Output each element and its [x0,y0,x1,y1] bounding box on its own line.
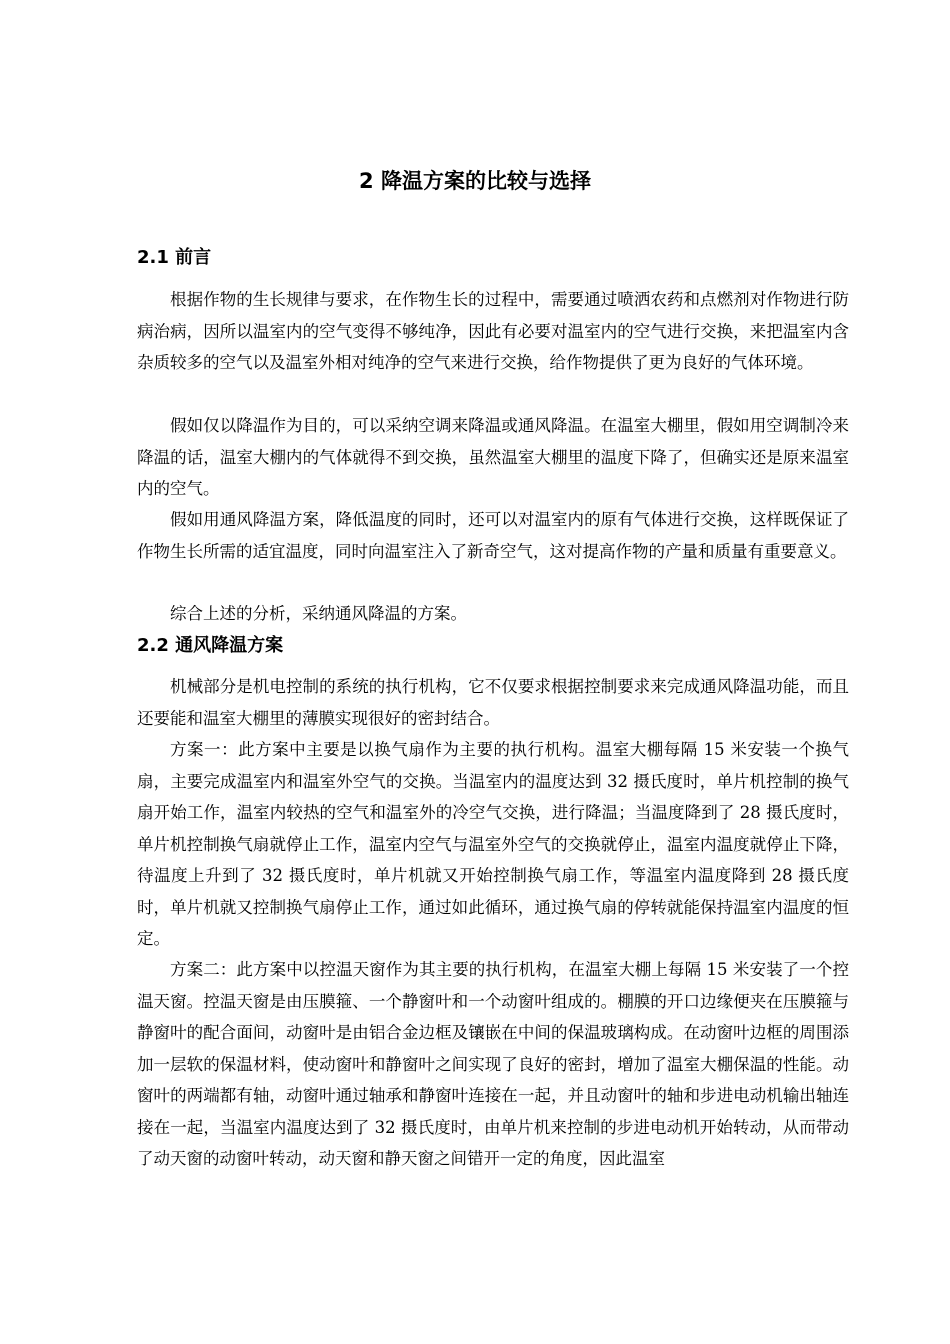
paragraph-intro-2: 假如仅以降温作为目的，可以采纳空调来降温或通风降温。在温室大棚里，假如用空调制冷来降温的话，温室大棚内的气体就得不到交换，虽然温室大棚里的温度下降了，但确实还是原来温室内的空气。 [137,416,849,498]
paragraph-scheme-two: 方案二：此方案中以控温天窗作为其主要的执行机构，在温室大棚上每隔 15 米安装了一个控温天窗。控温天窗是由压膜箍、一个静窗叶和一个动窗叶组成的。棚膜的开口边缘便夹在压膜箍与静窗叶的配合面间，动窗叶是由铝合金边框及镶嵌在中间的保温玻璃构成。在动窗叶边框的周围添加一层软的保温材料，使动窗叶和静窗叶之间实现了良好的密封，增加了温室大棚保温的性能。动窗叶的两端都有轴，动窗叶通过轴承和静窗叶连接在一起，并且动窗叶的轴和步进电动机输出轴连接在一起，当温室内温度达到了 32 摄氏度时，由单片机来控制的步进电动机开始转动，从而带动了动天窗的动窗叶转动，动天窗和静天窗之间错开一定的角度，因此温室 [137,960,849,1168]
paragraph-scheme-intro: 机械部分是机电控制的系统的执行机构，它不仅要求根据控制要求来完成通风降温功能，而且还要能和温室大棚里的薄膜实现很好的密封结合。 [137,677,849,728]
paragraph-intro-4: 综合上述的分析，采纳通风降温的方案。 [170,604,467,623]
section-heading-2-2: 2.2 通风降温方案 [137,635,284,656]
paragraph-scheme-one: 方案一：此方案中主要是以换气扇作为主要的执行机构。温室大棚每隔 15 米安装一个换气扇，主要完成温室内和温室外空气的交换。当温室内的温度达到 32 摄氏度时，单片机控制的换气扇开始工作，温室内较热的空气和温室外的冷空气交换，进行降温；当温度降到了 28 摄氏度时，单片机控制换气扇就停止工作，温室内空气与温室外空气的交换就停止，温室内温度就停止下降，待温度上升到了 32 摄氏度时，单片机就又开始控制换气扇工作，等温室内温度降到 28 摄氏度时，单片机就又控制换气扇停止工作，通过如此循环，通过换气扇的停转就能保持温室内温度的恒定。 [137,740,849,948]
chapter-title: 2 降温方案的比较与选择 [359,169,591,193]
section-heading-2-1: 2.1 前言 [137,247,212,268]
paragraph-intro-1: 根据作物的生长规律与要求，在作物生长的过程中，需要通过喷洒农药和点燃剂对作物进行防病治病，因所以温室内的空气变得不够纯净，因此有必要对温室内的空气进行交换，来把温室内含杂质较多的空气以及温室外相对纯净的空气来进行交换，给作物提供了更为良好的气体环境。 [137,290,849,372]
paragraph-intro-3: 假如用通风降温方案，降低温度的同时，还可以对温室内的原有气体进行交换，这样既保证了作物生长所需的适宜温度，同时向温室注入了新奇空气，这对提高作物的产量和质量有重要意义。 [137,510,849,561]
